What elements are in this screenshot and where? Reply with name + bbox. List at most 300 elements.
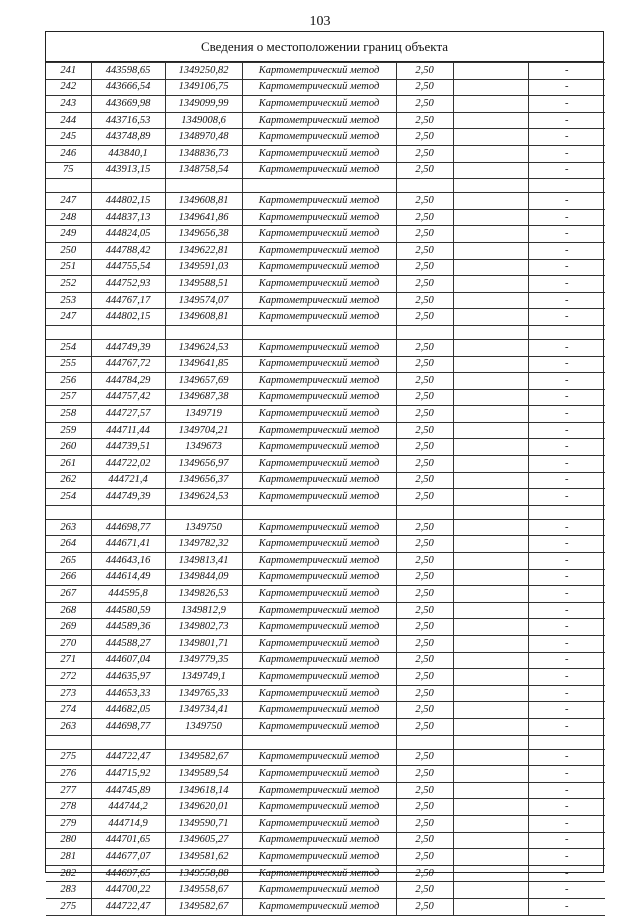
description-cell: - — [528, 162, 605, 179]
x-coordinate-cell: 444607,04 — [91, 652, 165, 669]
table-row — [46, 749, 605, 766]
y-coordinate-cell: 1349588,51 — [165, 276, 242, 293]
separator-cell — [528, 325, 605, 339]
point-number-cell: 282 — [46, 865, 91, 882]
description-cell: - — [528, 472, 605, 489]
group-separator-row — [46, 179, 605, 193]
point-number-cell: 247 — [46, 193, 91, 210]
x-coordinate-cell: 444752,93 — [91, 276, 165, 293]
x-coordinate-cell: 443716,53 — [91, 112, 165, 129]
extra-cell — [453, 669, 528, 686]
point-number-cell: 273 — [46, 685, 91, 702]
table-row — [46, 636, 605, 653]
point-number-cell: 279 — [46, 815, 91, 832]
accuracy-cell: 2,50 — [396, 259, 453, 276]
accuracy-cell: 2,50 — [396, 209, 453, 226]
point-number-cell: 280 — [46, 832, 91, 849]
extra-cell — [453, 209, 528, 226]
x-coordinate-cell: 444755,54 — [91, 259, 165, 276]
separator-cell — [46, 325, 91, 339]
table-row — [46, 619, 605, 636]
y-coordinate-cell: 1349719 — [165, 406, 242, 423]
method-cell: Картометрический метод — [242, 406, 396, 423]
x-coordinate-cell: 444745,89 — [91, 782, 165, 799]
accuracy-cell: 2,50 — [396, 569, 453, 586]
description-cell: - — [528, 112, 605, 129]
method-cell: Картометрический метод — [242, 242, 396, 259]
y-coordinate-cell: 1349574,07 — [165, 292, 242, 309]
accuracy-cell: 2,50 — [396, 586, 453, 603]
method-cell: Картометрический метод — [242, 832, 396, 849]
x-coordinate-cell: 444671,41 — [91, 536, 165, 553]
extra-cell — [453, 129, 528, 146]
table-row — [46, 209, 605, 226]
x-coordinate-cell: 443840,1 — [91, 145, 165, 162]
accuracy-cell: 2,50 — [396, 685, 453, 702]
extra-cell — [453, 536, 528, 553]
accuracy-cell: 2,50 — [396, 849, 453, 866]
y-coordinate-cell: 1349106,75 — [165, 79, 242, 96]
method-cell: Картометрический метод — [242, 782, 396, 799]
table-row — [46, 586, 605, 603]
method-cell: Картометрический метод — [242, 79, 396, 96]
separator-cell — [453, 735, 528, 749]
point-number-cell: 247 — [46, 309, 91, 326]
separator-cell — [165, 735, 242, 749]
x-coordinate-cell: 444788,42 — [91, 242, 165, 259]
description-cell: - — [528, 193, 605, 210]
extra-cell — [453, 652, 528, 669]
x-coordinate-cell: 444727,57 — [91, 406, 165, 423]
separator-cell — [396, 735, 453, 749]
y-coordinate-cell: 1349581,62 — [165, 849, 242, 866]
description-cell: - — [528, 489, 605, 506]
table-row — [46, 226, 605, 243]
x-coordinate-cell: 444588,27 — [91, 636, 165, 653]
table-row — [46, 602, 605, 619]
description-cell: - — [528, 209, 605, 226]
method-cell: Картометрический метод — [242, 129, 396, 146]
description-cell: - — [528, 373, 605, 390]
accuracy-cell: 2,50 — [396, 782, 453, 799]
y-coordinate-cell: 1349657,69 — [165, 373, 242, 390]
separator-cell — [396, 325, 453, 339]
accuracy-cell: 2,50 — [396, 799, 453, 816]
y-coordinate-cell: 1349687,38 — [165, 389, 242, 406]
accuracy-cell: 2,50 — [396, 145, 453, 162]
accuracy-cell: 2,50 — [396, 536, 453, 553]
point-number-cell: 255 — [46, 356, 91, 373]
extra-cell — [453, 309, 528, 326]
point-number-cell: 250 — [46, 242, 91, 259]
description-cell: - — [528, 569, 605, 586]
method-cell: Картометрический метод — [242, 63, 396, 80]
x-coordinate-cell: 444739,51 — [91, 439, 165, 456]
method-cell: Картометрический метод — [242, 292, 396, 309]
x-coordinate-cell: 444824,05 — [91, 226, 165, 243]
group-separator-row — [46, 505, 605, 519]
x-coordinate-cell: 444643,16 — [91, 553, 165, 570]
table-row — [46, 472, 605, 489]
y-coordinate-cell: 1348758,54 — [165, 162, 242, 179]
description-cell: - — [528, 832, 605, 849]
description-cell: - — [528, 226, 605, 243]
y-coordinate-cell: 1349591,03 — [165, 259, 242, 276]
point-number-cell: 269 — [46, 619, 91, 636]
accuracy-cell: 2,50 — [396, 373, 453, 390]
table-row — [46, 162, 605, 179]
accuracy-cell: 2,50 — [396, 276, 453, 293]
method-cell: Картометрический метод — [242, 259, 396, 276]
extra-cell — [453, 619, 528, 636]
table-row — [46, 669, 605, 686]
accuracy-cell: 2,50 — [396, 602, 453, 619]
group-separator-row — [46, 325, 605, 339]
extra-cell — [453, 96, 528, 113]
point-number-cell: 270 — [46, 636, 91, 653]
separator-cell — [396, 505, 453, 519]
description-cell: - — [528, 865, 605, 882]
accuracy-cell: 2,50 — [396, 422, 453, 439]
table-row — [46, 292, 605, 309]
boundary-table-sheet — [45, 31, 604, 912]
y-coordinate-cell: 1349656,38 — [165, 226, 242, 243]
description-cell: - — [528, 129, 605, 146]
point-number-cell: 257 — [46, 389, 91, 406]
extra-cell — [453, 162, 528, 179]
table-row — [46, 553, 605, 570]
y-coordinate-cell: 1349673 — [165, 439, 242, 456]
extra-cell — [453, 259, 528, 276]
page-number: 103 — [309, 14, 331, 29]
table-row — [46, 96, 605, 113]
y-coordinate-cell: 1349704,21 — [165, 422, 242, 439]
point-number-cell: 259 — [46, 422, 91, 439]
method-cell: Картометрический метод — [242, 586, 396, 603]
table-row — [46, 766, 605, 783]
group-separator-row — [46, 735, 605, 749]
method-cell: Картометрический метод — [242, 162, 396, 179]
y-coordinate-cell: 1349582,67 — [165, 749, 242, 766]
extra-cell — [453, 586, 528, 603]
accuracy-cell: 2,50 — [396, 619, 453, 636]
point-number-cell: 241 — [46, 63, 91, 80]
table-row — [46, 356, 605, 373]
separator-cell — [165, 179, 242, 193]
accuracy-cell: 2,50 — [396, 439, 453, 456]
x-coordinate-cell: 444715,92 — [91, 766, 165, 783]
separator-cell — [242, 179, 396, 193]
extra-cell — [453, 702, 528, 719]
x-coordinate-cell: 444682,05 — [91, 702, 165, 719]
extra-cell — [453, 766, 528, 783]
table-row — [46, 389, 605, 406]
separator-cell — [453, 325, 528, 339]
table-row — [46, 718, 605, 735]
extra-cell — [453, 456, 528, 473]
x-coordinate-cell: 444701,65 — [91, 832, 165, 849]
y-coordinate-cell: 1349582,67 — [165, 898, 242, 915]
separator-cell — [91, 505, 165, 519]
y-coordinate-cell: 1349779,35 — [165, 652, 242, 669]
table-row — [46, 782, 605, 799]
x-coordinate-cell: 444721,4 — [91, 472, 165, 489]
extra-cell — [453, 782, 528, 799]
accuracy-cell: 2,50 — [396, 162, 453, 179]
table-row — [46, 456, 605, 473]
x-coordinate-cell: 443669,98 — [91, 96, 165, 113]
description-cell: - — [528, 356, 605, 373]
method-cell: Картометрический метод — [242, 373, 396, 390]
point-number-cell: 275 — [46, 749, 91, 766]
extra-cell — [453, 356, 528, 373]
table-row — [46, 309, 605, 326]
point-number-cell: 258 — [46, 406, 91, 423]
accuracy-cell: 2,50 — [396, 766, 453, 783]
y-coordinate-cell: 1349605,27 — [165, 832, 242, 849]
description-cell: - — [528, 749, 605, 766]
y-coordinate-cell: 1349590,71 — [165, 815, 242, 832]
method-cell: Картометрический метод — [242, 569, 396, 586]
x-coordinate-cell: 444697,65 — [91, 865, 165, 882]
extra-cell — [453, 815, 528, 832]
separator-cell — [165, 505, 242, 519]
description-cell: - — [528, 815, 605, 832]
point-number-cell: 268 — [46, 602, 91, 619]
point-number-cell: 245 — [46, 129, 91, 146]
table-row — [46, 569, 605, 586]
description-cell: - — [528, 685, 605, 702]
description-cell: - — [528, 619, 605, 636]
separator-cell — [242, 505, 396, 519]
description-cell: - — [528, 389, 605, 406]
accuracy-cell: 2,50 — [396, 356, 453, 373]
y-coordinate-cell: 1349812,9 — [165, 602, 242, 619]
x-coordinate-cell: 444722,47 — [91, 749, 165, 766]
point-number-cell: 276 — [46, 766, 91, 783]
description-cell: - — [528, 799, 605, 816]
x-coordinate-cell: 444802,15 — [91, 309, 165, 326]
extra-cell — [453, 439, 528, 456]
table-row — [46, 882, 605, 899]
point-number-cell: 274 — [46, 702, 91, 719]
accuracy-cell: 2,50 — [396, 898, 453, 915]
accuracy-cell: 2,50 — [396, 242, 453, 259]
accuracy-cell: 2,50 — [396, 406, 453, 423]
table-row — [46, 129, 605, 146]
method-cell: Картометрический метод — [242, 849, 396, 866]
method-cell: Картометрический метод — [242, 356, 396, 373]
method-cell: Картометрический метод — [242, 309, 396, 326]
table-row — [46, 276, 605, 293]
y-coordinate-cell: 1349608,81 — [165, 193, 242, 210]
accuracy-cell: 2,50 — [396, 292, 453, 309]
table-title: Сведения о местоположении границ объекта — [46, 32, 603, 62]
method-cell: Картометрический метод — [242, 472, 396, 489]
y-coordinate-cell: 1349844,09 — [165, 569, 242, 586]
y-coordinate-cell: 1349826,53 — [165, 586, 242, 603]
table-row — [46, 242, 605, 259]
extra-cell — [453, 145, 528, 162]
method-cell: Картометрический метод — [242, 718, 396, 735]
extra-cell — [453, 79, 528, 96]
accuracy-cell: 2,50 — [396, 389, 453, 406]
extra-cell — [453, 472, 528, 489]
method-cell: Картометрический метод — [242, 602, 396, 619]
separator-cell — [91, 179, 165, 193]
y-coordinate-cell: 1349801,71 — [165, 636, 242, 653]
description-cell: - — [528, 96, 605, 113]
separator-cell — [528, 735, 605, 749]
method-cell: Картометрический метод — [242, 339, 396, 356]
table-row — [46, 652, 605, 669]
point-number-cell: 242 — [46, 79, 91, 96]
point-number-cell: 243 — [46, 96, 91, 113]
accuracy-cell: 2,50 — [396, 79, 453, 96]
method-cell: Картометрический метод — [242, 652, 396, 669]
point-number-cell: 244 — [46, 112, 91, 129]
x-coordinate-cell: 443748,89 — [91, 129, 165, 146]
x-coordinate-cell: 444635,97 — [91, 669, 165, 686]
method-cell: Картометрический метод — [242, 489, 396, 506]
y-coordinate-cell: 1349750 — [165, 519, 242, 536]
accuracy-cell: 2,50 — [396, 456, 453, 473]
x-coordinate-cell: 444749,39 — [91, 339, 165, 356]
separator-cell — [46, 179, 91, 193]
table-row — [46, 832, 605, 849]
x-coordinate-cell: 444714,9 — [91, 815, 165, 832]
table-row — [46, 406, 605, 423]
accuracy-cell: 2,50 — [396, 749, 453, 766]
description-cell: - — [528, 536, 605, 553]
method-cell: Картометрический метод — [242, 209, 396, 226]
method-cell: Картометрический метод — [242, 865, 396, 882]
y-coordinate-cell: 1349624,53 — [165, 489, 242, 506]
separator-cell — [242, 325, 396, 339]
method-cell: Картометрический метод — [242, 145, 396, 162]
y-coordinate-cell: 1349641,85 — [165, 356, 242, 373]
description-cell: - — [528, 718, 605, 735]
table-row — [46, 422, 605, 439]
y-coordinate-cell: 1349558,88 — [165, 865, 242, 882]
extra-cell — [453, 799, 528, 816]
x-coordinate-cell: 444700,22 — [91, 882, 165, 899]
point-number-cell: 254 — [46, 489, 91, 506]
extra-cell — [453, 832, 528, 849]
accuracy-cell: 2,50 — [396, 489, 453, 506]
description-cell: - — [528, 79, 605, 96]
accuracy-cell: 2,50 — [396, 519, 453, 536]
table-row — [46, 489, 605, 506]
method-cell: Картометрический метод — [242, 766, 396, 783]
method-cell: Картометрический метод — [242, 536, 396, 553]
accuracy-cell: 2,50 — [396, 193, 453, 210]
accuracy-cell: 2,50 — [396, 339, 453, 356]
separator-cell — [242, 735, 396, 749]
x-coordinate-cell: 444711,44 — [91, 422, 165, 439]
extra-cell — [453, 406, 528, 423]
extra-cell — [453, 898, 528, 915]
x-coordinate-cell: 444767,17 — [91, 292, 165, 309]
extra-cell — [453, 718, 528, 735]
table-row — [46, 685, 605, 702]
x-coordinate-cell: 444757,42 — [91, 389, 165, 406]
table-row — [46, 799, 605, 816]
separator-cell — [528, 179, 605, 193]
point-number-cell: 246 — [46, 145, 91, 162]
description-cell: - — [528, 406, 605, 423]
description-cell: - — [528, 292, 605, 309]
point-number-cell: 260 — [46, 439, 91, 456]
separator-cell — [46, 505, 91, 519]
point-number-cell: 262 — [46, 472, 91, 489]
point-number-cell: 281 — [46, 849, 91, 866]
extra-cell — [453, 602, 528, 619]
accuracy-cell: 2,50 — [396, 309, 453, 326]
x-coordinate-cell: 444698,77 — [91, 519, 165, 536]
description-cell: - — [528, 339, 605, 356]
separator-cell — [528, 505, 605, 519]
accuracy-cell: 2,50 — [396, 112, 453, 129]
description-cell: - — [528, 145, 605, 162]
description-cell: - — [528, 259, 605, 276]
extra-cell — [453, 339, 528, 356]
accuracy-cell: 2,50 — [396, 636, 453, 653]
table-row — [46, 702, 605, 719]
separator-cell — [453, 505, 528, 519]
description-cell: - — [528, 782, 605, 799]
point-number-cell: 253 — [46, 292, 91, 309]
separator-cell — [91, 735, 165, 749]
y-coordinate-cell: 1349008,6 — [165, 112, 242, 129]
method-cell: Картометрический метод — [242, 636, 396, 653]
extra-cell — [453, 226, 528, 243]
x-coordinate-cell: 444744,2 — [91, 799, 165, 816]
description-cell: - — [528, 849, 605, 866]
extra-cell — [453, 389, 528, 406]
point-number-cell: 272 — [46, 669, 91, 686]
description-cell: - — [528, 636, 605, 653]
description-cell: - — [528, 766, 605, 783]
table-row — [46, 63, 605, 80]
method-cell: Картометрический метод — [242, 685, 396, 702]
description-cell: - — [528, 882, 605, 899]
table-row — [46, 865, 605, 882]
y-coordinate-cell: 1349624,53 — [165, 339, 242, 356]
method-cell: Картометрический метод — [242, 702, 396, 719]
description-cell: - — [528, 669, 605, 686]
method-cell: Картометрический метод — [242, 553, 396, 570]
y-coordinate-cell: 1349622,81 — [165, 242, 242, 259]
table-row — [46, 519, 605, 536]
accuracy-cell: 2,50 — [396, 553, 453, 570]
method-cell: Картометрический метод — [242, 619, 396, 636]
point-number-cell: 271 — [46, 652, 91, 669]
y-coordinate-cell: 1349099,99 — [165, 96, 242, 113]
table-row — [46, 536, 605, 553]
method-cell: Картометрический метод — [242, 439, 396, 456]
x-coordinate-cell: 444614,49 — [91, 569, 165, 586]
x-coordinate-cell: 444595,8 — [91, 586, 165, 603]
accuracy-cell: 2,50 — [396, 865, 453, 882]
point-number-cell: 261 — [46, 456, 91, 473]
extra-cell — [453, 63, 528, 80]
point-number-cell: 263 — [46, 718, 91, 735]
table-row — [46, 79, 605, 96]
y-coordinate-cell: 1348970,48 — [165, 129, 242, 146]
x-coordinate-cell: 443598,65 — [91, 63, 165, 80]
y-coordinate-cell: 1349558,67 — [165, 882, 242, 899]
